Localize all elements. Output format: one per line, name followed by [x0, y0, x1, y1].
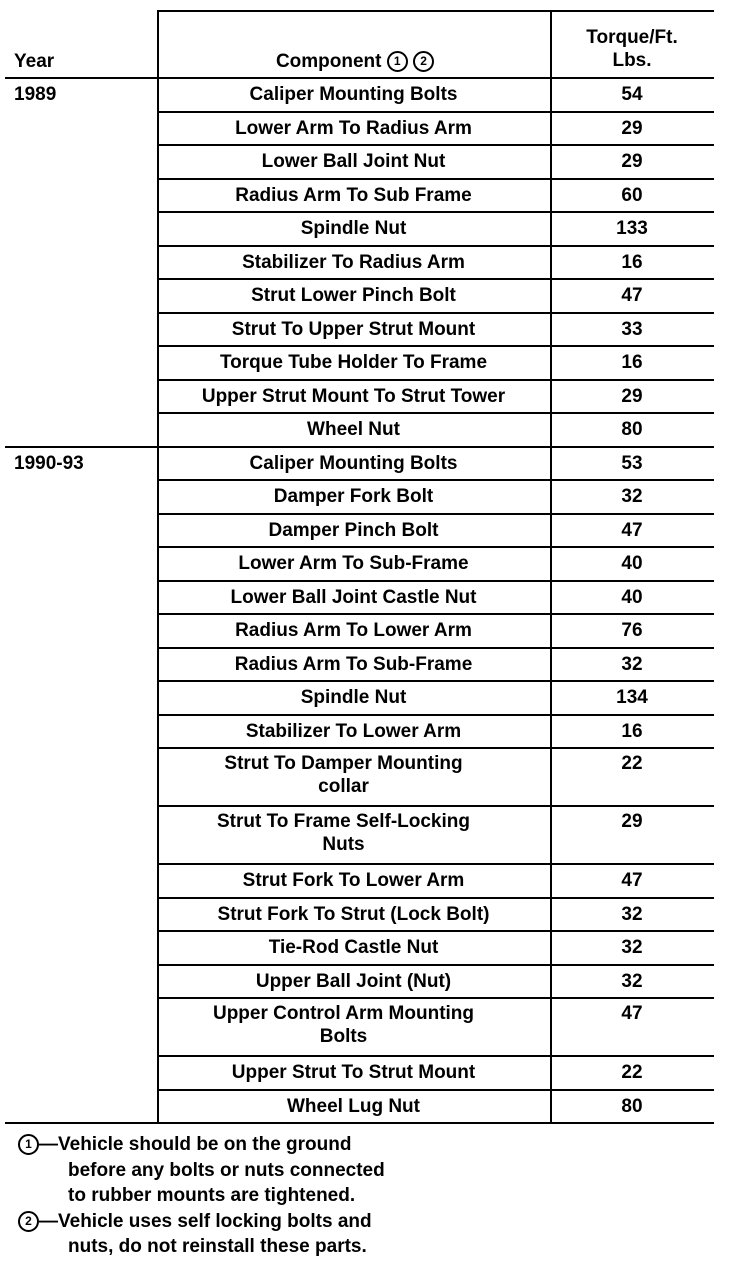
torque-cell: 47 [621, 870, 643, 892]
row-divider [157, 278, 714, 280]
row-divider [157, 747, 714, 749]
torque-cell: 29 [621, 151, 643, 173]
torque-cell: 76 [621, 620, 643, 642]
row-divider [157, 178, 714, 180]
year-cell: 1990-93 [14, 452, 84, 474]
component-cell: Wheel Nut [307, 419, 400, 441]
column-divider-year [157, 10, 159, 1124]
component-cell: Lower Ball Joint Castle Nut [230, 586, 477, 608]
component-cell: Strut Fork To Strut (Lock Bolt) [217, 903, 490, 925]
component-cell: Caliper Mounting Bolts [249, 84, 458, 106]
torque-cell: 22 [621, 1062, 643, 1084]
note-1-marker: 1 [387, 51, 408, 72]
header-torque [552, 26, 712, 72]
component-cell: Spindle Nut [300, 218, 407, 240]
torque-cell: 40 [621, 553, 643, 575]
footnote-text: nuts, do not reinstall these parts. [68, 1236, 367, 1257]
component-cell: Radius Arm To Sub-Frame [234, 653, 473, 675]
torque-cell: 80 [621, 419, 643, 441]
component-cell: Upper Ball Joint (Nut) [255, 970, 452, 992]
component-cell: Strut Fork To Lower Arm [242, 870, 465, 892]
torque-cell: 22 [621, 753, 643, 774]
component-cell: Radius Arm To Lower Arm [235, 620, 472, 642]
row-divider [157, 479, 714, 481]
component-line: Strut To Frame Self-Locking [216, 811, 470, 832]
torque-cell: 60 [621, 184, 643, 206]
row-divider [157, 680, 714, 682]
header-torque-line2: Lbs. [612, 50, 652, 71]
row-divider [157, 111, 714, 113]
footnote-marker: 1 [18, 1134, 39, 1155]
component-cell: Caliper Mounting Bolts [249, 452, 458, 474]
torque-cell: 40 [621, 586, 643, 608]
component-cell: Tie-Rod Castle Nut [268, 937, 439, 959]
component-line: collar [318, 776, 369, 797]
component-line: Nuts [322, 834, 365, 855]
table-top-border [157, 10, 714, 12]
row-divider [157, 897, 714, 899]
group-bottom-border [5, 1122, 714, 1124]
torque-cell: 47 [621, 285, 643, 307]
torque-cell: 47 [621, 1003, 643, 1024]
footnote-first-line [18, 1209, 372, 1234]
header-component [160, 50, 550, 73]
year-cell: 1989 [14, 84, 57, 105]
torque-cell: 32 [621, 903, 643, 925]
torque-cell: 29 [621, 811, 643, 832]
torque-cell: 33 [621, 318, 643, 340]
row-divider [157, 312, 714, 314]
component-cell: Stabilizer To Lower Arm [245, 720, 462, 742]
component-cell: Upper Strut Mount To Strut Tower [201, 385, 506, 407]
row-divider [157, 144, 714, 146]
row-divider [157, 863, 714, 865]
component-cell: Strut Lower Pinch Bolt [251, 285, 456, 307]
component-cell: Damper Pinch Bolt [268, 519, 439, 541]
torque-cell: 29 [621, 385, 643, 407]
component-cell: Wheel Lug Nut [287, 1095, 420, 1117]
footnote-first-line [18, 1132, 351, 1157]
torque-cell: 53 [621, 452, 643, 474]
torque-cell: 80 [621, 1095, 643, 1117]
row-divider [157, 580, 714, 582]
component-cell [159, 752, 548, 798]
row-divider [157, 930, 714, 932]
row-divider [157, 546, 714, 548]
component-line: Bolts [319, 1026, 368, 1047]
footnote-marker: 2 [18, 1211, 39, 1232]
row-divider [157, 1089, 714, 1091]
header-torque-line1: Torque/Ft. [586, 27, 678, 48]
torque-cell: 134 [616, 687, 648, 709]
row-divider [157, 964, 714, 966]
component-cell: Torque Tube Holder To Frame [219, 352, 488, 374]
torque-cell: 54 [621, 84, 643, 106]
row-divider [157, 345, 714, 347]
component-cell: Radius Arm To Sub Frame [235, 184, 472, 206]
header-year: Year [14, 51, 55, 72]
torque-cell: 29 [621, 117, 643, 139]
torque-cell: 133 [616, 218, 648, 240]
group-bottom-border [5, 446, 714, 448]
component-cell: Lower Arm To Sub-Frame [238, 553, 469, 575]
column-divider-torque [550, 10, 552, 1124]
component-cell: Lower Ball Joint Nut [261, 151, 446, 173]
footnote-text: —Vehicle should be on the ground [39, 1134, 352, 1155]
row-divider [157, 379, 714, 381]
row-divider [157, 997, 714, 999]
component-cell [159, 810, 548, 856]
header-bottom-border [5, 77, 714, 79]
component-cell: Damper Fork Bolt [273, 486, 434, 508]
torque-cell: 16 [621, 251, 643, 273]
torque-cell: 32 [621, 486, 643, 508]
row-divider [157, 1055, 714, 1057]
footnote-text: to rubber mounts are tightened. [68, 1185, 356, 1206]
component-cell: Upper Strut To Strut Mount [231, 1062, 476, 1084]
component-line: Upper Control Arm Mounting [212, 1003, 475, 1024]
torque-cell: 47 [621, 519, 643, 541]
component-cell: Lower Arm To Radius Arm [235, 117, 472, 139]
row-divider [157, 245, 714, 247]
torque-cell: 32 [621, 970, 643, 992]
torque-cell: 16 [621, 720, 643, 742]
component-line: Strut To Damper Mounting [224, 753, 463, 774]
component-cell [159, 1002, 548, 1048]
row-divider [157, 513, 714, 515]
footnote-text: —Vehicle uses self locking bolts and [39, 1210, 372, 1232]
torque-cell: 32 [621, 653, 643, 675]
row-divider [157, 805, 714, 807]
footnote-text: before any bolts or nuts connected [68, 1159, 385, 1181]
component-cell: Spindle Nut [300, 687, 407, 709]
torque-cell: 32 [621, 937, 643, 959]
row-divider [157, 714, 714, 716]
header-component-label: Component [275, 51, 382, 72]
component-cell: Stabilizer To Radius Arm [242, 251, 465, 273]
row-divider [157, 211, 714, 213]
torque-cell: 16 [621, 352, 643, 374]
component-cell: Strut To Upper Strut Mount [231, 318, 476, 340]
note-2-marker: 2 [413, 51, 434, 72]
row-divider [157, 647, 714, 649]
row-divider [157, 412, 714, 414]
row-divider [157, 613, 714, 615]
